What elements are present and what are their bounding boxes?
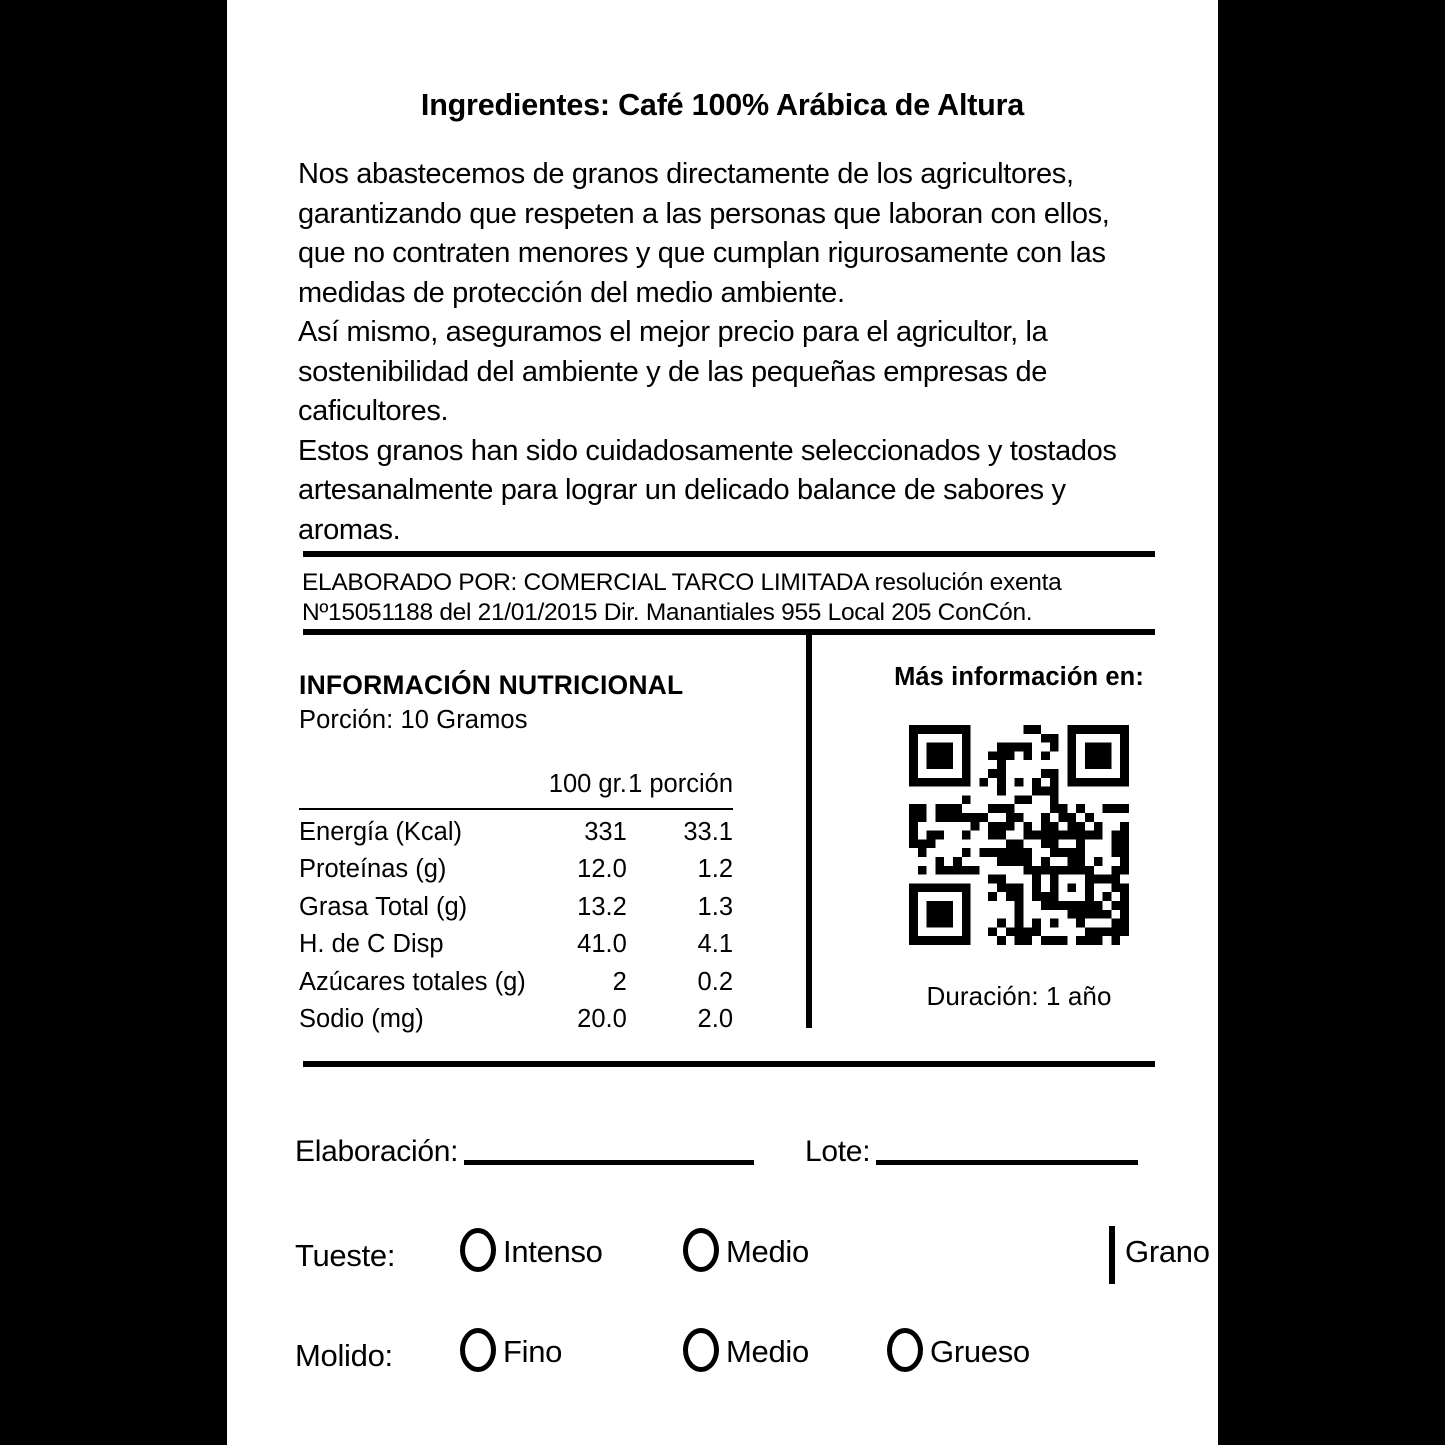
divider-grano-entero bbox=[1109, 1226, 1115, 1284]
nutrient-name: Azúcares totales (g) bbox=[299, 967, 526, 996]
nutrient-name: Proteínas (g) bbox=[299, 855, 447, 883]
tueste-option-intenso[interactable] bbox=[460, 1228, 603, 1272]
nutrient-per-portion: 2.0 bbox=[697, 1005, 733, 1033]
nutrient-per-100g: 2 bbox=[612, 967, 627, 996]
manufacturer-info bbox=[302, 568, 1182, 628]
manufacturer-line-2: Nº15051188 del 21/01/2015 Dir. Manantiales 955 Local 205 ConCón. bbox=[302, 599, 1033, 626]
duration-text: Duración: 1 año bbox=[926, 981, 1112, 1011]
molido-row bbox=[295, 1328, 1195, 1390]
tueste-label: Tueste: bbox=[295, 1238, 396, 1273]
lote-label: Lote: bbox=[805, 1135, 871, 1168]
divider-below-nutrition bbox=[303, 1061, 1155, 1067]
molido-option-label: Fino bbox=[503, 1334, 563, 1369]
tueste-option-label: Medio bbox=[726, 1234, 809, 1269]
qr-heading: Más información en: bbox=[894, 663, 1144, 691]
nutrient-name: Grasa Total (g) bbox=[299, 892, 468, 921]
nutrient-name: Energía (Kcal) bbox=[299, 817, 462, 846]
molido-option-grueso[interactable] bbox=[887, 1328, 1030, 1372]
tueste-option-medio[interactable] bbox=[683, 1228, 809, 1272]
radio-circle-icon[interactable] bbox=[1317, 1228, 1361, 1272]
nutrition-table bbox=[299, 766, 733, 1039]
nutrient-per-portion: 4.1 bbox=[697, 930, 733, 958]
column-header-per-portion: 1 porción bbox=[628, 770, 733, 798]
coffee-label-panel bbox=[227, 0, 1308, 1445]
radio-circle-icon[interactable] bbox=[887, 1328, 923, 1372]
body-copy bbox=[298, 155, 1163, 550]
nutrient-name: Sodio (mg) bbox=[299, 1005, 424, 1033]
table-row bbox=[299, 809, 733, 852]
nutrition-portion: Porción: 10 Gramos bbox=[299, 706, 528, 734]
divider-above-manufacturer bbox=[303, 551, 1155, 557]
table-row bbox=[299, 926, 733, 964]
nutrient-per-portion: 1.3 bbox=[697, 892, 733, 921]
nutrition-panel bbox=[299, 670, 779, 1039]
molido-label: Molido: bbox=[295, 1338, 393, 1373]
table-row bbox=[299, 889, 733, 927]
qr-code-icon[interactable] bbox=[909, 725, 1129, 945]
body-paragraph-3: Estos granos han sido cuidadosamente seleccionados y tostados artesanalmente para lograr un delicado balance de sabores y aromas. bbox=[298, 434, 1117, 546]
molido-option-medio[interactable] bbox=[683, 1328, 809, 1372]
radio-circle-icon[interactable] bbox=[683, 1228, 719, 1272]
nutrient-per-100g: 12.0 bbox=[577, 855, 627, 883]
body-paragraph-2: Así mismo, aseguramos el mejor precio para el agricultor, la sostenibilidad del ambiente y de las pequeñas empresas de caficultores. bbox=[298, 316, 1048, 427]
fill-in-row bbox=[295, 1135, 1175, 1181]
divider-below-manufacturer bbox=[303, 629, 1155, 635]
qr-panel bbox=[839, 663, 1199, 1012]
nutrient-per-portion: 0.2 bbox=[697, 967, 733, 996]
nutrient-name: H. de C Disp bbox=[299, 930, 444, 958]
radio-circle-icon[interactable] bbox=[460, 1228, 496, 1272]
manufacturer-line-1: ELABORADO POR: COMERCIAL TARCO LIMITADA resolución exenta bbox=[302, 569, 1062, 596]
grano-entero-option[interactable] bbox=[1125, 1228, 1361, 1272]
column-header-nutrient bbox=[299, 766, 526, 809]
divider-nutrition-qr bbox=[806, 634, 812, 1028]
table-header-row bbox=[299, 766, 733, 809]
radio-circle-icon[interactable] bbox=[683, 1328, 719, 1372]
nutrient-per-portion: 33.1 bbox=[683, 817, 733, 846]
tueste-row bbox=[295, 1228, 1308, 1290]
molido-option-fino[interactable] bbox=[460, 1328, 562, 1372]
lote-field[interactable] bbox=[805, 1135, 1138, 1169]
elaboracion-field[interactable] bbox=[295, 1135, 754, 1169]
table-row bbox=[299, 1001, 733, 1039]
table-row bbox=[299, 964, 733, 1002]
elaboracion-label: Elaboración: bbox=[295, 1135, 459, 1168]
table-row bbox=[299, 851, 733, 889]
tueste-option-label: Intenso bbox=[503, 1234, 603, 1269]
molido-option-label: Medio bbox=[726, 1334, 809, 1369]
nutrient-per-100g: 13.2 bbox=[577, 892, 627, 921]
molido-option-label: Grueso bbox=[930, 1334, 1030, 1369]
nutrition-title: INFORMACIÓN NUTRICIONAL bbox=[299, 670, 684, 700]
page-title: Ingredientes: Café 100% Arábica de Altura bbox=[420, 88, 1025, 122]
elaboracion-blank-line[interactable] bbox=[464, 1160, 754, 1165]
nutrient-per-portion: 1.2 bbox=[697, 855, 733, 883]
lote-blank-line[interactable] bbox=[876, 1160, 1138, 1165]
grano-entero-label: Grano Entero bbox=[1125, 1234, 1308, 1269]
body-paragraph-1: Nos abastecemos de granos directamente de los agricultores, garantizando que respeten a las personas que laboran con ellos, que no contraten menores y que cumplan rigurosamente con las medidas de protección del medio ambiente. bbox=[298, 158, 1110, 309]
radio-circle-icon[interactable] bbox=[460, 1328, 496, 1372]
nutrient-per-100g: 20.0 bbox=[577, 1005, 627, 1033]
column-header-per-100g: 100 gr. bbox=[548, 770, 627, 798]
nutrient-per-100g: 331 bbox=[584, 817, 627, 846]
nutrient-per-100g: 41.0 bbox=[577, 930, 627, 958]
